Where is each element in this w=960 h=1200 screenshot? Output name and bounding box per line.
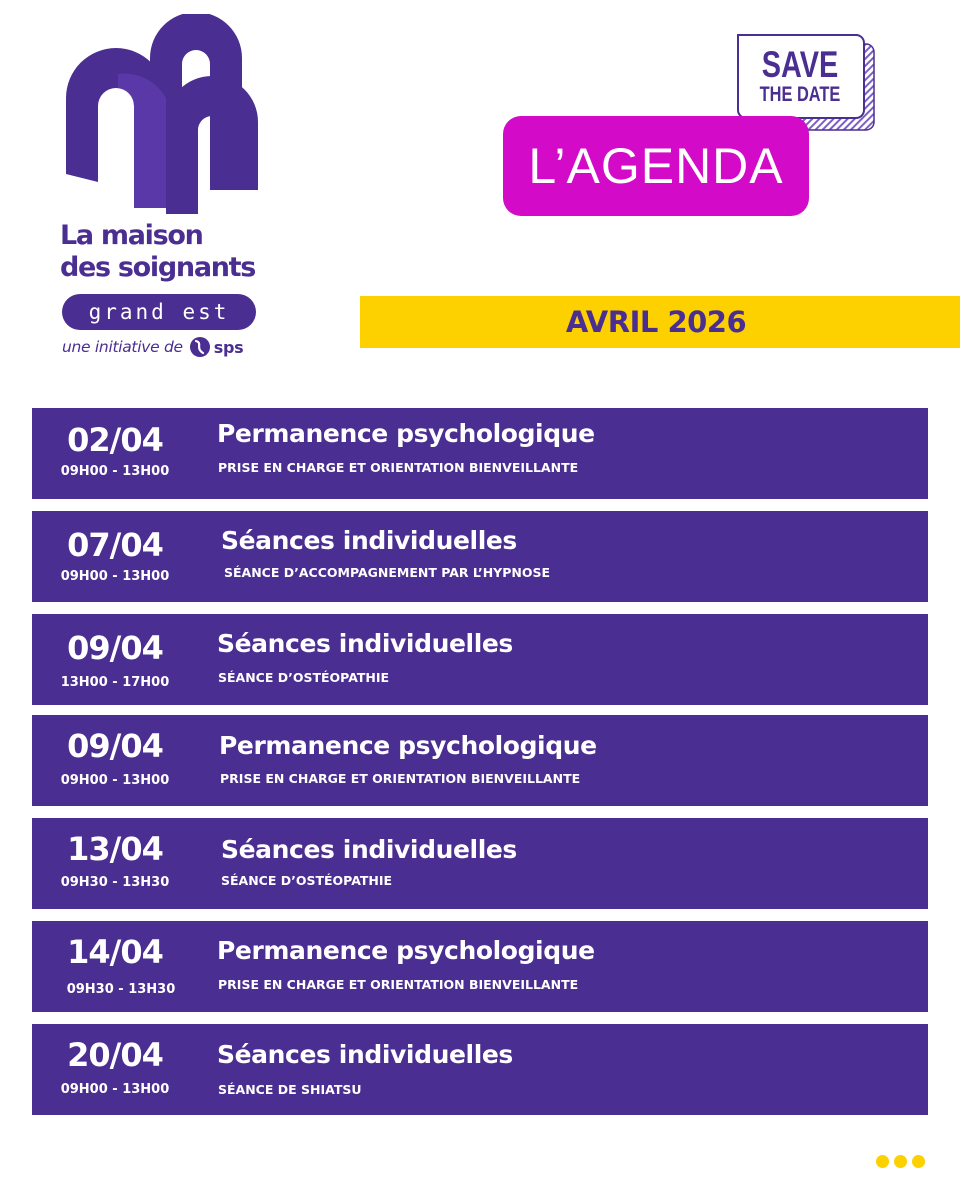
event-title: Séances individuelles [221,526,517,555]
event-subtitle: SÉANCE D’OSTÉOPATHIE [221,873,393,888]
partner-name: sps [213,337,244,357]
event-title: Séances individuelles [221,835,517,864]
event-title: Séances individuelles [217,629,513,658]
event-date: 14/04 [67,933,163,971]
dot [912,1155,925,1168]
brand-tagline [62,336,262,358]
event-subtitle: PRISE EN CHARGE ET ORIENTATION BIENVEILLANTE [220,771,581,786]
dot [876,1155,889,1168]
event-date: 09/04 [67,629,163,667]
event-title: Permanence psychologique [217,419,595,448]
event-time: 09H30 - 13H30 [60,875,170,890]
event-row [32,715,928,806]
event-row [32,818,928,909]
brand-name-line1: La maison [60,220,203,251]
event-row [32,614,928,705]
event-time: 09H00 - 13H00 [60,1082,170,1097]
event-row [32,1024,928,1115]
month-banner [360,296,960,348]
badge-line1: SAVE [761,44,839,85]
event-date: 02/04 [67,421,163,459]
event-date: 13/04 [67,830,163,868]
agenda-title: L’AGENDA [503,116,809,216]
event-title: Permanence psychologique [219,731,597,760]
event-row [32,511,928,602]
event-row [32,408,928,499]
event-title: Permanence psychologique [217,936,595,965]
logo-m-icon [62,14,258,214]
badge-line2: THE DATE [759,83,841,106]
more-dots-icon[interactable] [876,1155,925,1168]
event-time: 09H00 - 13H00 [60,569,170,584]
dot [894,1155,907,1168]
event-title: Séances individuelles [217,1040,513,1069]
event-row [32,921,928,1012]
event-subtitle: PRISE EN CHARGE ET ORIENTATION BIENVEILLANTE [218,977,579,992]
save-the-date-badge [753,46,847,106]
event-subtitle: SÉANCE DE SHIATSU [218,1082,362,1097]
event-subtitle: SÉANCE D’ACCOMPAGNEMENT PAR L’HYPNOSE [224,565,551,580]
tagline-text: une initiative de [62,338,183,356]
event-date: 09/04 [67,727,163,765]
brand-region: grand est [62,294,256,330]
event-time: 09H30 - 13H30 [66,982,176,997]
event-subtitle: PRISE EN CHARGE ET ORIENTATION BIENVEILLANTE [218,460,579,475]
event-time: 09H00 - 13H00 [60,773,170,788]
event-subtitle: SÉANCE D’OSTÉOPATHIE [218,670,390,685]
event-date: 20/04 [67,1036,163,1074]
event-time: 13H00 - 17H00 [60,675,170,690]
brand-name-line2: des soignants [60,252,256,283]
sps-logo-icon [189,336,211,358]
month-label: AVRIL 2026 [565,305,747,339]
event-time: 09H00 - 13H00 [60,464,170,479]
event-date: 07/04 [67,526,163,564]
